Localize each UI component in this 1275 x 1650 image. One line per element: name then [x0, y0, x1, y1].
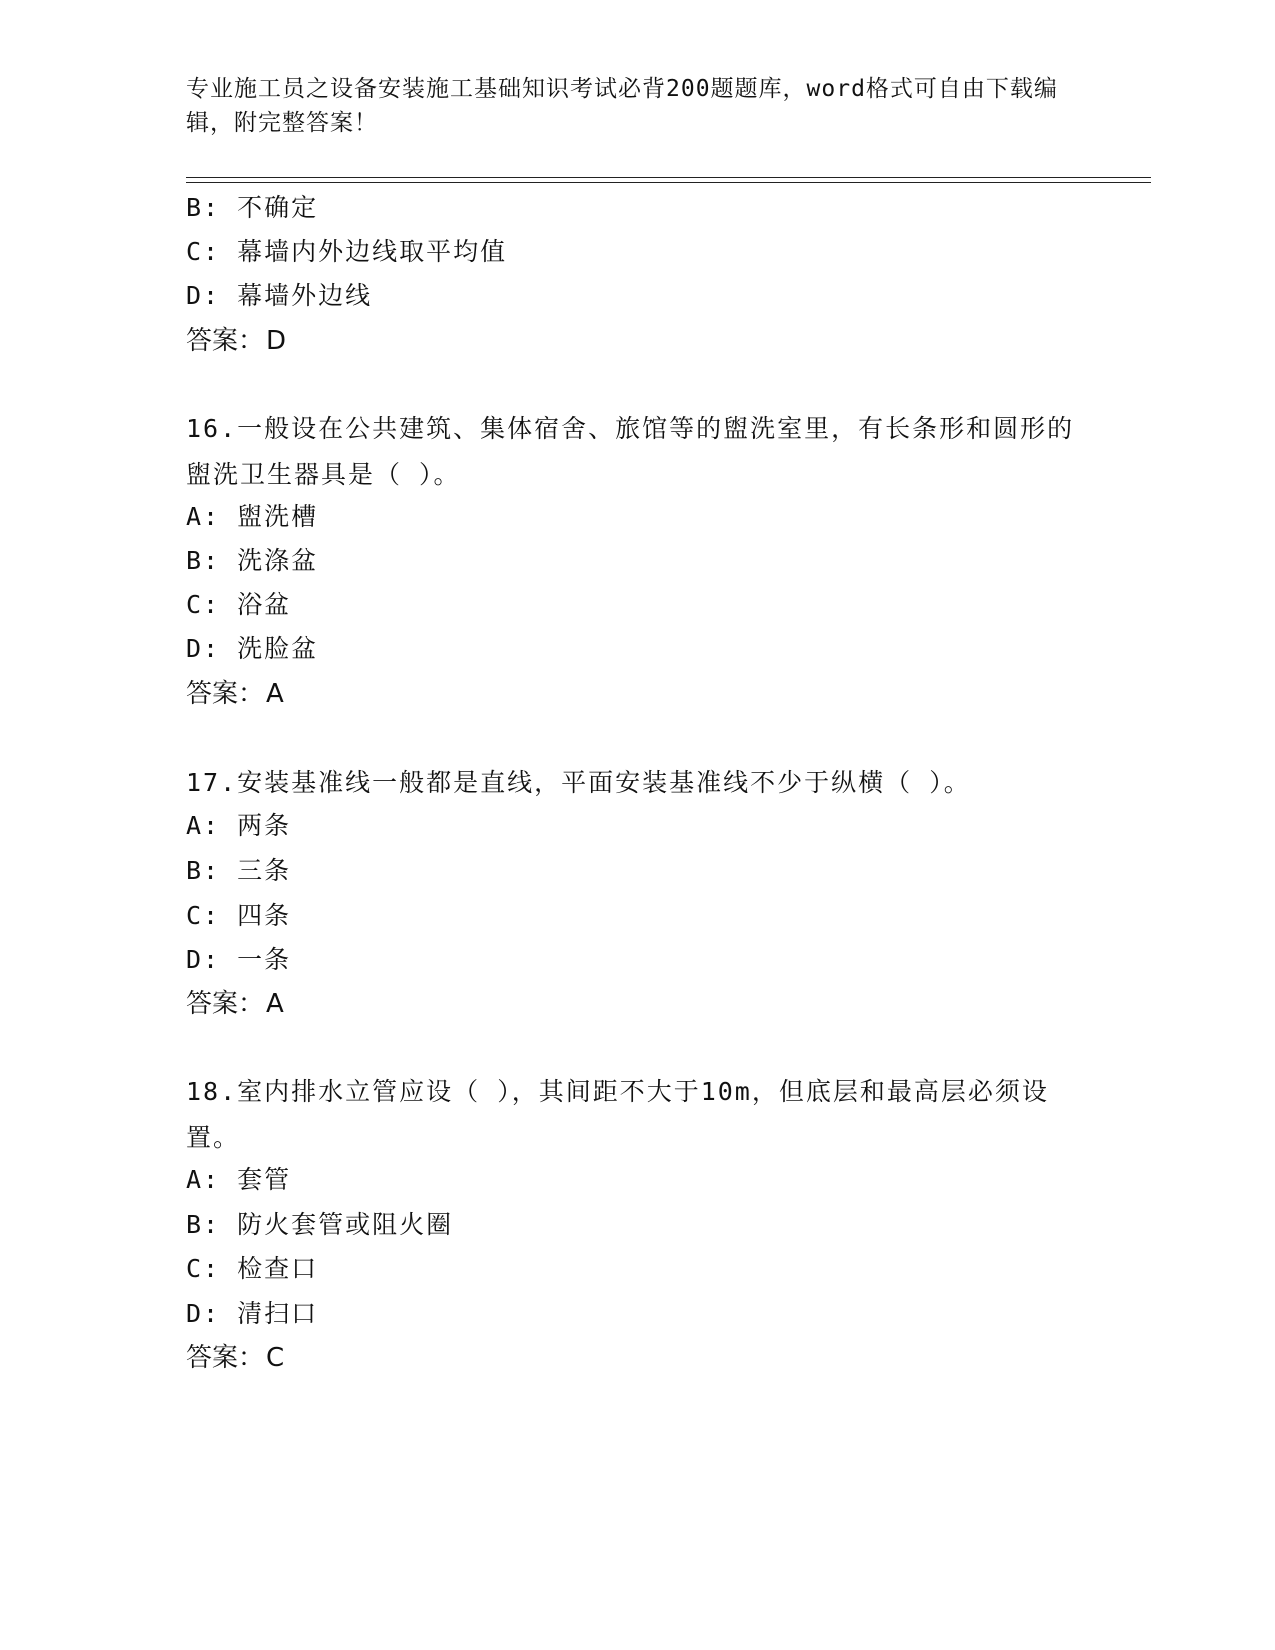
q17-option-d: [186, 937, 291, 983]
option-text: 盥洗槽: [237, 502, 319, 531]
page-header-title: 专业施工员之设备安装施工基础知识考试必背200题题库，word格式可自由下载编辑，附完整答案！: [186, 76, 1058, 136]
option-text: 洗涤盆: [237, 546, 319, 575]
q18-option-d: [186, 1291, 318, 1337]
q16-option-d: [186, 626, 318, 672]
q17-option-b: [186, 848, 291, 894]
option-letter: A:: [186, 1165, 221, 1194]
option-text: 一条: [237, 945, 292, 974]
q17-question: 17.安装基准线一般都是直线，平面安装基准线不少于纵横（ ）。: [186, 768, 971, 797]
option-letter: D:: [186, 945, 221, 974]
option-letter: B:: [186, 1210, 221, 1239]
option-letter: D:: [186, 1299, 221, 1328]
q18-option-a: [186, 1157, 291, 1203]
answer-label: 答案：: [186, 326, 265, 356]
option-text: 幕墙外边线: [237, 281, 373, 310]
answer-value: C: [266, 1343, 285, 1373]
option-text: 防火套管或阻火圈: [237, 1210, 454, 1239]
q15-option-c: [186, 229, 507, 275]
q18-option-c: [186, 1246, 318, 1292]
option-text: 四条: [237, 901, 292, 930]
option-letter: D:: [186, 281, 221, 310]
option-text: 清扫口: [237, 1299, 319, 1328]
header-divider-bottom: [186, 182, 1151, 183]
q16-option-a: [186, 494, 318, 540]
q16-option-c: [186, 582, 291, 628]
option-letter: B:: [186, 193, 221, 222]
answer-label: 答案：: [186, 679, 265, 709]
option-letter: C:: [186, 590, 221, 619]
q15-option-b: [186, 185, 318, 231]
q17-option-c: [186, 893, 291, 939]
option-letter: C:: [186, 1254, 221, 1283]
q18-question: 18.室内排水立管应设（ ），其间距不大于10m，但底层和最高层必须设置。: [186, 1077, 1049, 1152]
answer-value: A: [266, 679, 284, 709]
q16-option-b: [186, 538, 318, 584]
q18-answer: [186, 1335, 284, 1381]
q17-answer: [186, 981, 284, 1027]
option-letter: B:: [186, 546, 221, 575]
q17-option-a: [186, 803, 291, 849]
q16-answer: [186, 671, 284, 717]
option-letter: A:: [186, 811, 221, 840]
option-letter: A:: [186, 502, 221, 531]
option-text: 套管: [237, 1165, 292, 1194]
option-text: 浴盆: [237, 590, 292, 619]
option-letter: C:: [186, 237, 221, 266]
option-text: 三条: [237, 856, 292, 885]
answer-label: 答案：: [186, 989, 265, 1019]
q15-option-d: [186, 273, 372, 319]
answer-label: 答案：: [186, 1343, 265, 1373]
option-letter: C:: [186, 901, 221, 930]
q15-answer: [186, 318, 286, 364]
answer-value: A: [266, 989, 284, 1019]
option-letter: D:: [186, 634, 221, 663]
option-text: 检查口: [237, 1254, 319, 1283]
option-text: 不确定: [237, 193, 319, 222]
q18-option-b: [186, 1202, 453, 1248]
answer-value: D: [266, 326, 287, 356]
option-text: 幕墙内外边线取平均值: [237, 237, 508, 266]
option-text: 两条: [237, 811, 292, 840]
header-divider-top: [186, 177, 1151, 178]
option-letter: B:: [186, 856, 221, 885]
q16-question: 16.一般设在公共建筑、集体宿舍、旅馆等的盥洗室里，有长条形和圆形的盥洗卫生器具是（ ）。: [186, 414, 1075, 489]
option-text: 洗脸盆: [237, 634, 319, 663]
